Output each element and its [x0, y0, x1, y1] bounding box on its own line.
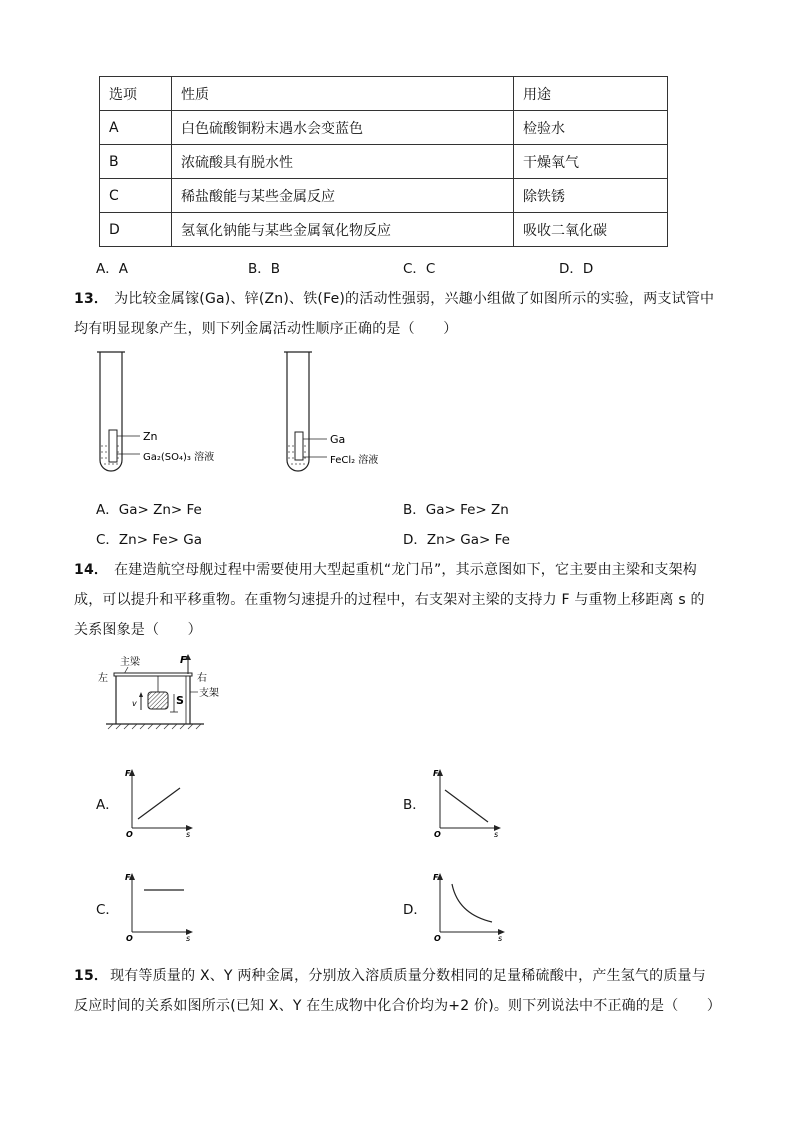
q15-text-line1 — [74, 965, 706, 985]
graph-a-curve — [138, 788, 180, 819]
q13-option-c[interactable]: C．Zn> Fe> Ga — [96, 532, 203, 548]
table-header-row — [100, 77, 668, 111]
q13-option-d[interactable]: D．Zn> Ga> Fe — [403, 532, 510, 548]
q13-option-a[interactable]: A．Ga> Zn> Fe — [96, 502, 202, 518]
tube1-metal-label: Zn — [143, 430, 158, 443]
q14-option-a[interactable]: A． — [96, 797, 119, 813]
q14-option-d[interactable]: D． — [403, 902, 427, 918]
beam-label: 主梁 — [120, 657, 140, 668]
table-cell: 浓硫酸具有脱水性 — [172, 145, 514, 179]
table-row — [100, 111, 668, 145]
graph-b-y-label: F — [433, 769, 439, 778]
graph-b[interactable] — [430, 766, 510, 838]
test-tube-2 — [284, 352, 378, 471]
graph-b-curve — [445, 790, 488, 822]
q13-text-line1 — [74, 288, 714, 308]
table-row — [100, 145, 668, 179]
velocity-label: v — [132, 699, 137, 708]
ground-hatching — [108, 724, 201, 729]
q14-stem: 在建造航空母舰过程中需要使用大型起重机“龙门吊”，其示意图如下，它主要由主梁和支架构 — [114, 562, 697, 578]
right-label: 右 — [197, 673, 207, 684]
q13-option-b[interactable]: B．Ga> Fe> Zn — [403, 502, 509, 518]
q13-stem: 为比较金属镓(Ga)、锌(Zn)、铁(Fe)的活动性强弱，兴趣小组做了如图所示的实验，两支试管中 — [114, 291, 715, 307]
graph-a-y-label: F — [125, 769, 131, 778]
q14-text-line1 — [74, 559, 697, 579]
graph-a[interactable] — [122, 766, 202, 838]
table-cell: 吸收二氧化碳 — [514, 213, 668, 247]
table-row — [100, 179, 668, 213]
q12-option-c[interactable]: C．C — [403, 261, 436, 277]
q12-option-b[interactable]: B．B — [248, 261, 281, 277]
table-cell: A — [100, 111, 172, 145]
q14-number: 14． — [74, 562, 109, 578]
tube2-metal-label: Ga — [330, 433, 346, 446]
table-cell: B — [100, 145, 172, 179]
graph-c-y-label: F — [125, 873, 131, 882]
tube2-solution-label: FeCl₂ 溶液 — [330, 455, 379, 466]
q13-number: 13． — [74, 291, 109, 307]
q12-option-a[interactable]: A．A — [96, 261, 128, 277]
q15-text-line2: 反应时间的关系如图所示(已知 X、Y 在生成物中化合价均为+2 价)。则下列说法中不正确的是（ ） — [74, 998, 722, 1014]
gantry-crane-diagram — [94, 652, 234, 742]
graph-b-origin: O — [434, 830, 441, 838]
properties-table — [99, 76, 668, 247]
force-label: F — [180, 655, 187, 666]
table-cell: 干燥氧气 — [514, 145, 668, 179]
graph-c-x-label: s — [186, 934, 191, 942]
table-cell: 白色硫酸铜粉末遇水会变蓝色 — [172, 111, 514, 145]
header-option: 选项 — [100, 77, 172, 111]
q14-text-line3: 关系图象是（ ） — [74, 622, 202, 638]
q13-text-line2: 均有明显现象产生，则下列金属活动性顺序正确的是（ ） — [74, 321, 458, 337]
test-tubes-figure — [90, 348, 400, 483]
q15-stem: 现有等质量的 X、Y 两种金属，分别放入溶质质量分数相同的足量稀硫酸中，产生氢气的质量与 — [110, 968, 706, 984]
graph-a-origin: O — [126, 830, 133, 838]
q15-number: 15． — [74, 968, 109, 984]
table-cell: 检验水 — [514, 111, 668, 145]
left-label: 左 — [98, 673, 108, 684]
test-tube-1 — [97, 352, 214, 471]
q14-option-b[interactable]: B． — [403, 797, 426, 813]
q14-text-line2: 成，可以提升和平移重物。在重物匀速提升的过程中，右支架对主梁的支持力 F 与重物上移距离 s 的 — [74, 592, 705, 608]
q12-option-d[interactable]: D．D — [559, 261, 594, 277]
graph-d-y-label: F — [433, 873, 439, 882]
graph-d-curve — [452, 884, 492, 922]
table-cell: 除铁锈 — [514, 179, 668, 213]
distance-label: S — [176, 694, 184, 707]
header-property: 性质 — [172, 77, 514, 111]
table-cell: 稀盐酸能与某些金属反应 — [172, 179, 514, 213]
tube1-solution-label: Ga₂(SO₄)₃ 溶液 — [143, 452, 215, 463]
q14-option-c[interactable]: C． — [96, 902, 119, 918]
table-cell: D — [100, 213, 172, 247]
header-use: 用途 — [514, 77, 668, 111]
graph-a-x-label: s — [186, 830, 191, 838]
graph-d-x-label: s — [498, 934, 503, 942]
graph-c-origin: O — [126, 934, 133, 942]
table-row — [100, 213, 668, 247]
graph-d[interactable] — [430, 870, 514, 942]
graph-b-x-label: s — [494, 830, 499, 838]
graph-c[interactable] — [122, 870, 202, 942]
support-label: 支架 — [199, 688, 219, 699]
table-cell: C — [100, 179, 172, 213]
graph-d-origin: O — [434, 934, 441, 942]
table-cell: 氢氧化钠能与某些金属氧化物反应 — [172, 213, 514, 247]
